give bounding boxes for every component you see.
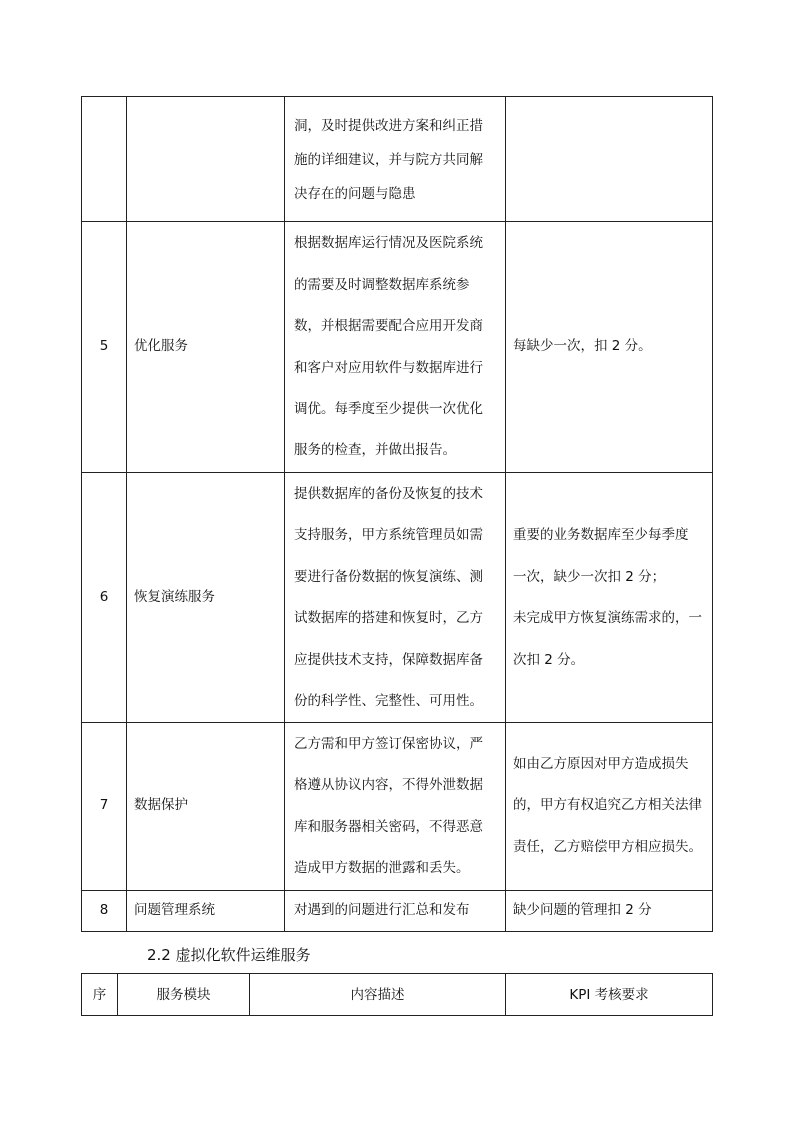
table-border-bottom xyxy=(81,1015,713,1016)
row-index: 8 xyxy=(99,902,109,918)
desc-line: 要进行备份数据的恢复演练、测 xyxy=(294,569,483,585)
table-border-bottom xyxy=(81,931,713,932)
row-index: 5 xyxy=(99,338,109,354)
desc-line: 的需要及时调整数据库系统参 xyxy=(294,277,470,293)
table-row-divider xyxy=(81,472,713,473)
desc-line: 提供数据库的备份及恢复的技术 xyxy=(294,486,483,502)
table-col-divider xyxy=(126,96,127,932)
row-index: 6 xyxy=(99,589,109,605)
header-description: 内容描述 xyxy=(350,987,405,1003)
desc-line: 造成甲方数据的泄露和丢失。 xyxy=(294,860,470,876)
desc-line: 根据数据库运行情况及医院系统 xyxy=(294,235,483,251)
kpi-line: 重要的业务数据库至少每季度 xyxy=(513,527,689,543)
row-module: 数据保护 xyxy=(134,797,188,813)
desc-line: 试数据库的搭建和恢复时，乙方 xyxy=(294,610,483,626)
kpi-line: 一次，缺少一次扣 2 分； xyxy=(513,569,666,585)
desc-line: 应提供技术支持，保障数据库备 xyxy=(294,652,483,668)
row-module: 优化服务 xyxy=(134,338,188,354)
section-title: 2.2 虚拟化软件运维服务 xyxy=(147,946,311,964)
desc-line: 调优。每季度至少提供一次优化 xyxy=(294,401,483,417)
desc-line: 和客户对应用软件与数据库进行 xyxy=(294,360,483,376)
desc-line: 决存在的问题与隐患 xyxy=(294,186,416,202)
desc-line: 支持服务，甲方系统管理员如需 xyxy=(294,527,483,543)
kpi-line: 每缺少一次，扣 2 分。 xyxy=(513,338,652,354)
desc-line: 洞，及时提供改进方案和纠正措 xyxy=(294,118,483,134)
kpi-line: 缺少问题的管理扣 2 分 xyxy=(513,902,652,918)
table-row-divider xyxy=(81,221,713,222)
table-border-top xyxy=(81,973,713,974)
table-row-divider xyxy=(81,722,713,723)
table-row-divider xyxy=(81,890,713,891)
row-module: 恢复演练服务 xyxy=(134,589,215,605)
kpi-line: 的，甲方有权追究乙方相关法律 xyxy=(513,797,702,813)
table-col-divider xyxy=(284,96,285,932)
table-border-right xyxy=(712,96,713,932)
desc-line: 份的科学性、完整性、可用性。 xyxy=(294,693,483,709)
table-border-top xyxy=(81,96,713,97)
desc-line: 乙方需和甲方签订保密协议，严 xyxy=(294,736,483,752)
kpi-line: 次扣 2 分。 xyxy=(513,652,585,668)
header-kpi: KPI 考核要求 xyxy=(569,987,649,1003)
desc-line: 数，并根据需要配合应用开发商 xyxy=(294,318,483,334)
desc-line: 库和服务器相关密码，不得恶意 xyxy=(294,819,483,835)
row-module: 问题管理系统 xyxy=(134,902,215,918)
table-col-divider xyxy=(505,96,506,932)
desc-line: 服务的检查，并做出报告。 xyxy=(294,442,456,458)
desc-line: 对遇到的问题进行汇总和发布 xyxy=(294,902,470,918)
header-module: 服务模块 xyxy=(156,987,211,1003)
desc-line: 格遵从协议内容，不得外泄数据 xyxy=(294,777,483,793)
kpi-line: 如由乙方原因对甲方造成损失 xyxy=(513,756,689,772)
kpi-line: 责任，乙方赔偿甲方相应损失。 xyxy=(513,839,702,855)
table-border-right xyxy=(712,973,713,1016)
row-index: 7 xyxy=(99,797,109,813)
header-index: 序 xyxy=(92,987,107,1003)
desc-line: 施的详细建议，并与院方共同解 xyxy=(294,152,483,168)
kpi-line: 未完成甲方恢复演练需求的，一 xyxy=(513,610,702,626)
